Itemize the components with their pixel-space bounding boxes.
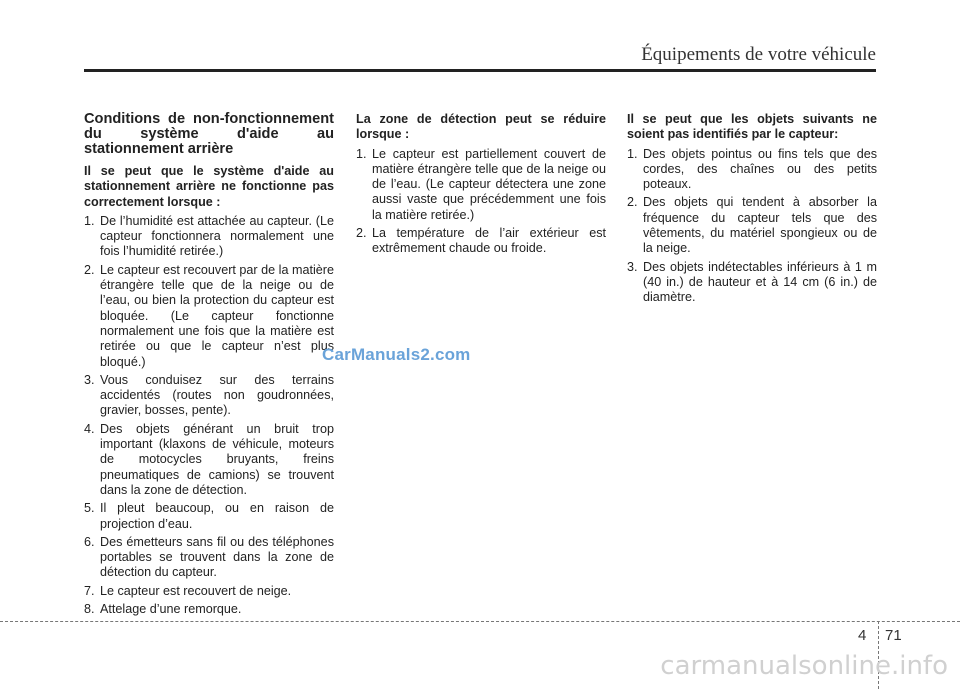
list-item <box>84 422 334 498</box>
list-number: 7. <box>84 583 95 598</box>
chapter-number: 4 <box>858 627 867 644</box>
list-item <box>84 535 334 581</box>
list-item <box>84 373 334 419</box>
list-item <box>84 602 334 617</box>
left-list <box>84 214 334 617</box>
list-text: Attelage d’une remorque. <box>100 602 242 617</box>
list-item <box>84 263 334 370</box>
header-rule <box>84 69 876 72</box>
list-number: 8. <box>84 602 95 617</box>
left-intro: Il se peut que le système d'aide au stationnement arrière ne fonctionne pas correctement lorsque : <box>84 164 334 209</box>
column-left <box>84 112 334 620</box>
page-header-title: Équipements de votre véhicule <box>641 44 876 65</box>
list-text: Le capteur est recouvert de neige. <box>100 583 292 598</box>
watermark-link[interactable]: CarManuals2.com <box>322 345 471 364</box>
footer-site-watermark: carmanualsonline.info <box>660 651 948 681</box>
right-intro: Il se peut que les objets suivants ne soient pas identifiés par le capteur: <box>627 112 877 142</box>
list-number: 3. <box>627 259 638 274</box>
list-text: Des objets indétectables inférieurs à 1 m (40 in.) de hauteur et à 14 cm (6 in.) de diamètre. <box>643 259 877 305</box>
footer-divider <box>0 621 960 622</box>
list-text: Des émetteurs sans fil ou des téléphones portables se trouvent dans la zone de détection du capteur. <box>100 534 334 580</box>
list-item <box>627 260 877 306</box>
list-text: Des objets pointus ou fins tels que des cordes, des chaînes ou des petits poteaux. <box>643 146 877 192</box>
list-number: 1. <box>356 146 367 161</box>
list-text: Des objets générant un bruit trop important (klaxons de véhicule, moteurs de motocycles bruyants, freins pneumatiques de camions) se trouvent dans la zone de détection. <box>100 421 334 497</box>
list-text: Le capteur est recouvert par de la matière étrangère telle que de la neige ou de l’eau, ou bien la protection du capteur est bloquée. (Le capteur fonctionne normalement une fois que la matière est retirée ou que le capteur n’est plus bloqué.) <box>100 262 334 369</box>
list-text: De l’humidité est attachée au capteur. (Le capteur fonctionnera normalement une fois l’humidité retirée.) <box>100 213 334 259</box>
list-number: 1. <box>84 213 95 228</box>
list-item <box>356 226 606 257</box>
list-item <box>627 195 877 256</box>
list-number: 1. <box>627 146 638 161</box>
list-number: 4. <box>84 421 95 436</box>
list-number: 6. <box>84 534 95 549</box>
column-right <box>627 112 877 309</box>
middle-intro: La zone de détection peut se réduire lorsque : <box>356 112 606 142</box>
list-text: Des objets qui tendent à absorber la fréquence du capteur tels que des vêtements, du matériel spongieux ou de la neige. <box>643 195 877 256</box>
list-text: La température de l’air extérieur est extrêmement chaude ou froide. <box>372 226 606 256</box>
list-item <box>84 501 334 532</box>
column-middle <box>356 112 606 260</box>
middle-list <box>356 147 606 257</box>
list-item <box>627 147 877 193</box>
list-text: Il pleut beaucoup, ou en raison de projection d’eau. <box>100 501 334 531</box>
list-number: 2. <box>84 262 95 277</box>
list-number: 2. <box>627 195 638 210</box>
list-item <box>356 147 606 223</box>
list-text: Le capteur est partiellement couvert de matière étrangère telle que de la neige ou de l’eau. (Le capteur détectera une zone aussi vaste que précédemment une fois la matière retirée.) <box>372 146 606 222</box>
list-number: 2. <box>356 226 367 241</box>
list-item <box>84 214 334 260</box>
list-number: 5. <box>84 501 95 516</box>
list-item <box>84 584 334 599</box>
right-list <box>627 147 877 306</box>
list-number: 3. <box>84 372 95 387</box>
page-number: 71 <box>885 627 902 644</box>
list-text: Vous conduisez sur des terrains accidentés (routes non goudronnées, gravier, bosses, pente). <box>100 372 334 418</box>
section-title: Conditions de non-fonctionnement du système d'aide au stationnement arrière <box>84 111 334 157</box>
